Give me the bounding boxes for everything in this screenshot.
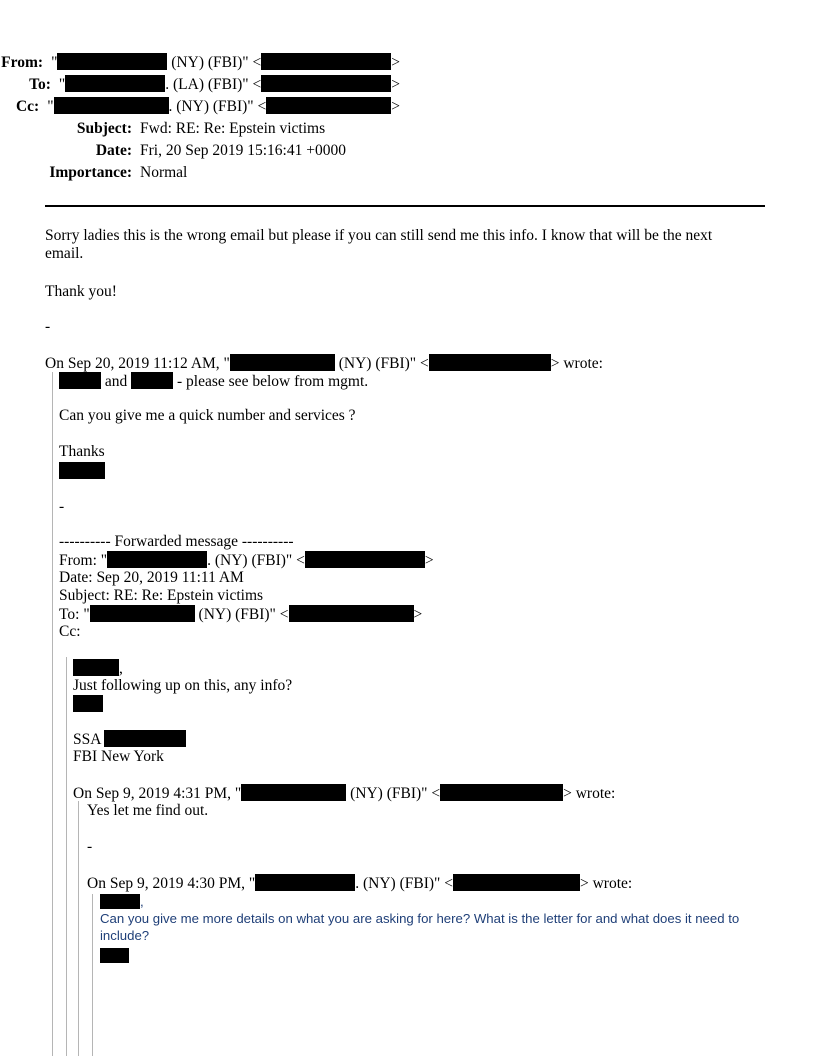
quote-3-attribution: On Sep 9, 2019 4:30 PM, " . (NY) (FBI)" < > wrote: <box>87 875 633 892</box>
redaction <box>261 75 391 92</box>
quote-2-followup: Just following up on this, any info? <box>73 677 293 694</box>
redaction <box>429 354 551 371</box>
redaction <box>90 605 195 622</box>
redaction <box>230 354 335 371</box>
quote-1-attribution: On Sep 20, 2019 11:12 AM, " (NY) (FBI)" < > wrote: <box>45 355 603 372</box>
quote-2-office: FBI New York <box>73 748 164 765</box>
fwd-to: To: " (NY) (FBI)" < > <box>59 606 423 623</box>
quote-4-greeting: , <box>100 894 144 909</box>
quote-1-signature <box>59 462 105 481</box>
from-row: From: " (NY) (FBI)" < > <box>0 52 400 74</box>
redaction <box>440 784 563 801</box>
redaction <box>65 75 165 92</box>
cc-row: Cc: " . (NY) (FBI)" < > <box>0 96 400 118</box>
subject-label: Subject: <box>76 120 132 137</box>
body-line-2: email. <box>45 245 84 262</box>
quote-1-dash: - <box>59 498 65 515</box>
redaction <box>107 551 207 568</box>
quote-4-line-1: Can you give me more details on what you are asking for here? What is the letter for and what does it need to <box>100 911 740 926</box>
fwd-cc: Cc: <box>59 623 81 640</box>
quote-bar-3 <box>78 801 79 1056</box>
importance-label: Importance: <box>49 164 132 181</box>
redaction <box>453 874 580 891</box>
redaction <box>131 372 173 389</box>
to-label: To: <box>29 76 51 93</box>
redaction <box>100 948 129 963</box>
fwd-subject: Subject: RE: Re: Epstein victims <box>59 587 264 604</box>
quote-bar-4 <box>92 894 93 1056</box>
quote-bar-2 <box>66 657 67 1056</box>
date-row <box>0 140 400 162</box>
redaction <box>305 551 425 568</box>
quote-2-signature <box>73 695 103 714</box>
quote-4-signature <box>100 947 129 965</box>
forwarded-separator: ---------- Forwarded message ---------- <box>59 533 294 550</box>
redaction <box>59 462 105 479</box>
quote-1-greeting: and - please see below from mgmt. <box>59 372 368 391</box>
redaction <box>100 894 140 909</box>
body-thanks: Thank you! <box>45 283 117 300</box>
redaction <box>241 784 346 801</box>
importance-row <box>0 162 400 184</box>
quote-3-text: Yes let me find out. <box>87 802 209 819</box>
date-value: Fri, 20 Sep 2019 15:16:41 +0000 <box>140 142 346 159</box>
redaction <box>289 605 414 622</box>
body-dash: - <box>45 318 51 335</box>
to-row: To: " . (LA) (FBI)" < > <box>0 74 400 96</box>
cc-label: Cc: <box>15 98 40 115</box>
email-header <box>0 52 400 184</box>
redaction <box>255 874 355 891</box>
redaction <box>57 53 167 70</box>
quote-2-attribution: On Sep 9, 2019 4:31 PM, " (NY) (FBI)" < > wrote: <box>73 785 616 802</box>
subject-row <box>0 118 400 140</box>
from-label: From: <box>1 54 44 71</box>
quote-1-thanks: Thanks <box>59 443 105 460</box>
redaction <box>261 53 391 70</box>
redaction <box>104 730 186 747</box>
header-divider <box>45 205 765 207</box>
body-line-1: Sorry ladies this is the wrong email but please if you can still send me this info. I know that will be the next <box>45 227 713 244</box>
quote-2-ssa: SSA <box>73 730 186 749</box>
quote-4-line-2: include? <box>100 928 150 943</box>
quote-bar-1 <box>52 372 53 1056</box>
fwd-from: From: " . (NY) (FBI)" < > <box>59 552 434 569</box>
quote-1-question: Can you give me a quick number and services ? <box>59 407 356 424</box>
fwd-date: Date: Sep 20, 2019 11:11 AM <box>59 569 244 586</box>
quote-3-dash: - <box>87 838 93 855</box>
redaction <box>54 97 169 114</box>
redaction <box>73 695 103 712</box>
quote-2-greeting: , <box>73 659 123 678</box>
redaction <box>266 97 391 114</box>
date-label: Date: <box>95 142 132 159</box>
subject-value: Fwd: RE: Re: Epstein victims <box>140 120 326 137</box>
importance-value: Normal <box>140 164 188 181</box>
redaction <box>73 659 119 676</box>
redaction <box>59 372 101 389</box>
